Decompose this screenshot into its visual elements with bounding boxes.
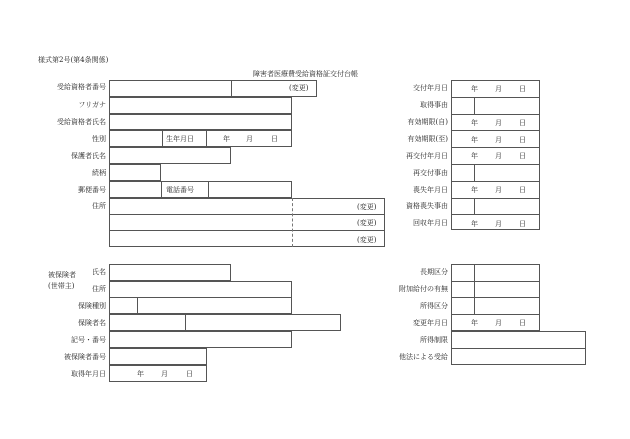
acquire-date-label: 取得年月日 [71, 370, 106, 378]
collect-date-label: 回収年月日 [413, 219, 448, 227]
sex-label: 性別 [92, 135, 106, 143]
vfrom-month: 月 [495, 119, 502, 127]
acquire-day: 日 [186, 370, 193, 378]
income-limit-label: 所得制限 [420, 336, 448, 344]
postal-phone-row[interactable] [109, 181, 292, 198]
reissue-date-label: 再交付年月日 [406, 152, 448, 160]
insurer-name-field[interactable] [109, 314, 341, 331]
valid-to-label: 有効期限(至) [407, 135, 448, 143]
change-year: 年 [471, 319, 478, 327]
guardian-field[interactable] [109, 147, 231, 164]
change-day: 日 [519, 319, 526, 327]
insured-group-label: 被保険者 [48, 271, 76, 279]
birth-day: 日 [271, 135, 278, 143]
vto-day: 日 [519, 136, 526, 144]
reissue-reason-label: 再交付事由 [413, 169, 448, 177]
birth-year: 年 [223, 135, 230, 143]
birth-month: 月 [246, 135, 253, 143]
lost-day: 日 [519, 186, 526, 194]
long-term-label: 長期区分 [420, 268, 448, 276]
recipient-no-label: 受給資格者番号 [57, 83, 106, 91]
acquire-month: 月 [161, 370, 168, 378]
lost-month: 月 [495, 186, 502, 194]
relation-field[interactable] [109, 164, 161, 181]
collect-day: 日 [519, 220, 526, 228]
change-date-label: 変更年月日 [413, 319, 448, 327]
address-change-3: (変更) [357, 236, 377, 244]
symbol-no-field[interactable] [109, 331, 292, 348]
income-class-label: 所得区分 [420, 302, 448, 310]
lost-date-label: 喪失年月日 [413, 186, 448, 194]
insured-address-field[interactable] [109, 281, 292, 298]
other-law-label: 他法による受給 [399, 353, 448, 361]
change-note: (変更) [289, 84, 309, 92]
collect-month: 月 [495, 220, 502, 228]
address-field[interactable] [109, 198, 385, 247]
insured-no-field[interactable] [109, 348, 207, 365]
form-number: 様式第2号(第4条関係) [38, 56, 109, 64]
acquire-year: 年 [137, 370, 144, 378]
reissue-month: 月 [495, 152, 502, 160]
valid-from-label: 有効期限(自) [407, 118, 448, 126]
acquire-reason-label: 取得事由 [420, 101, 448, 109]
insured-no-label: 被保険者番号 [64, 353, 106, 361]
lost-reason-label: 資格喪失事由 [406, 202, 448, 210]
change-month: 月 [495, 319, 502, 327]
symbol-no-label: 記号・番号 [71, 336, 106, 344]
insured-name-field[interactable] [109, 264, 231, 281]
insurer-name-label: 保険者名 [78, 319, 106, 327]
vfrom-year: 年 [471, 119, 478, 127]
insured-name-label: 氏名 [92, 268, 106, 276]
furigana-field[interactable] [109, 97, 292, 114]
furigana-label: フリガナ [78, 101, 106, 109]
vto-month: 月 [495, 136, 502, 144]
relation-label: 続柄 [92, 169, 106, 177]
reissue-day: 日 [519, 152, 526, 160]
phone-label: 電話番号 [166, 186, 194, 194]
address-change-1: (変更) [357, 203, 377, 211]
insurance-type-label: 保険種別 [78, 302, 106, 310]
insured-address-label: 住所 [92, 285, 106, 293]
address-label: 住所 [92, 202, 106, 210]
vto-year: 年 [471, 136, 478, 144]
recipient-name-field[interactable] [109, 114, 292, 130]
recipient-no-field[interactable] [109, 80, 317, 97]
lost-year: 年 [471, 186, 478, 194]
guardian-label: 保護者氏名 [71, 152, 106, 160]
issue-year: 年 [471, 85, 478, 93]
sex-birth-row[interactable] [109, 130, 292, 147]
address-change-2: (変更) [357, 219, 377, 227]
issue-date-label: 交付年月日 [413, 84, 448, 92]
vfrom-day: 日 [519, 119, 526, 127]
recipient-name-label: 受給資格者氏名 [57, 118, 106, 126]
form-title: 障害者医療費受給資格証交付台帳 [253, 70, 358, 78]
postal-label: 郵便番号 [78, 186, 106, 194]
birth-label: 生年月日 [166, 135, 194, 143]
insured-group-sub: (世帯主) [48, 282, 75, 290]
issue-month: 月 [495, 85, 502, 93]
collect-year: 年 [471, 220, 478, 228]
supplement-label: 附加給付の有無 [399, 285, 448, 293]
issue-day: 日 [519, 85, 526, 93]
reissue-year: 年 [471, 152, 478, 160]
